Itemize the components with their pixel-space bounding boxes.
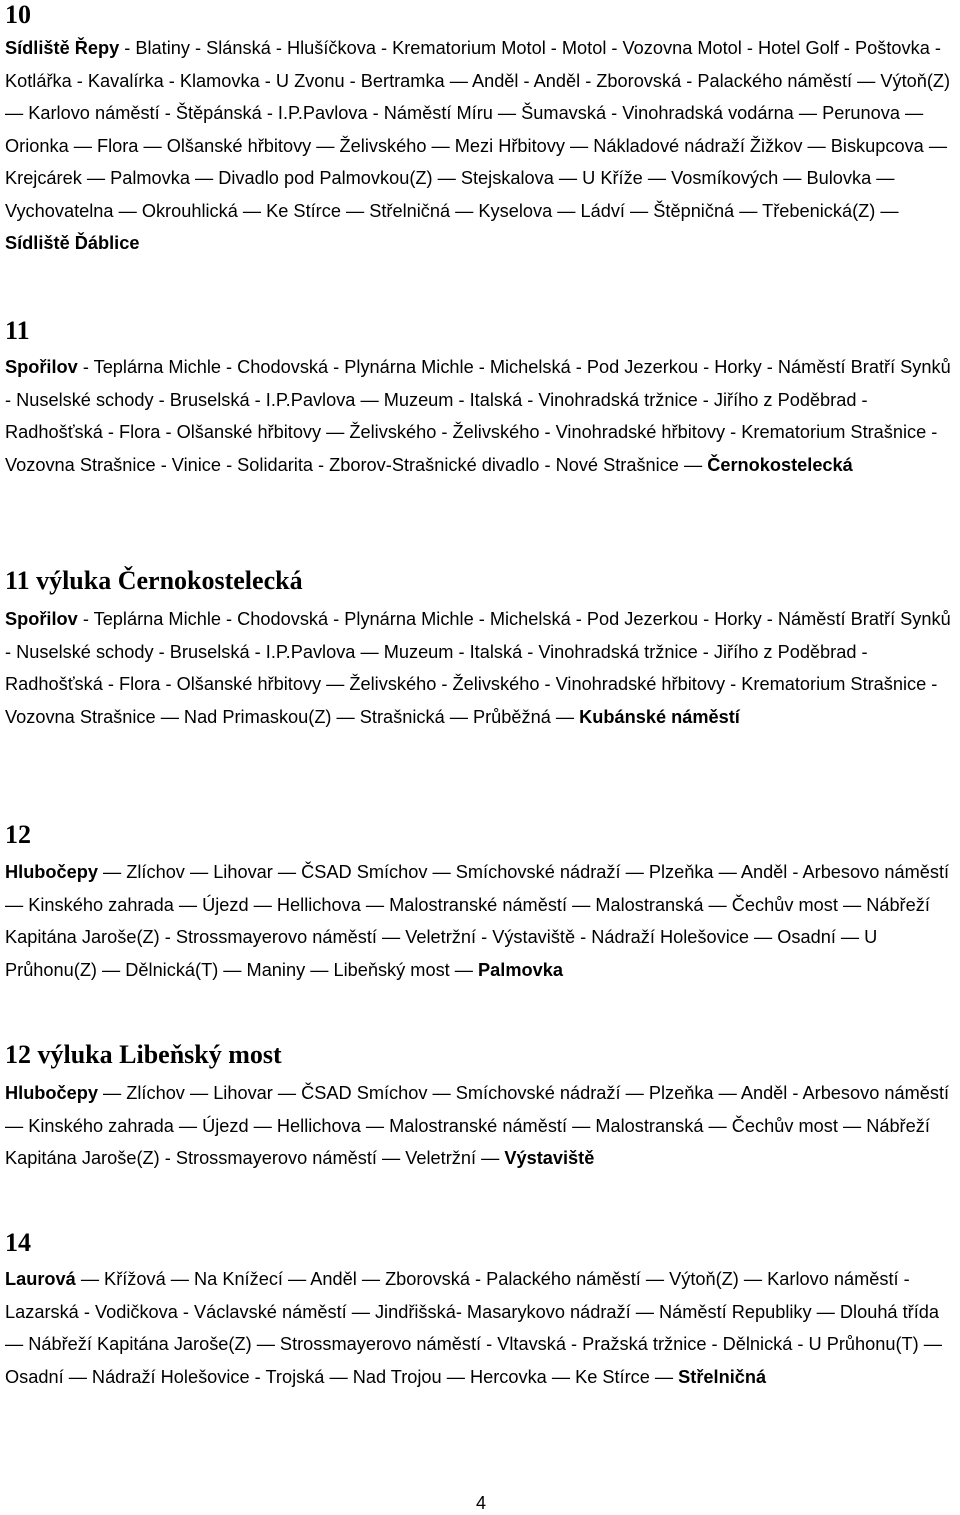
route-11-detour-heading: 11 výluka Černokostelecká xyxy=(5,566,303,595)
route-11-detour-start-stop: Spořilov xyxy=(5,609,78,629)
route-14-stops xyxy=(5,1263,957,1393)
route-12-detour-stops xyxy=(5,1077,957,1175)
route-11-detour-intermediate-stops: - Teplárna Michle - Chodovská - Plynárna Michle - Michelská - Pod Jezerkou - Horky - Náměstí Bratří Synků - Nuselské schody - Bruselská - I.P.Pavlova — Muzeum - Italská - Vinohradská tržnice - Jiřího z Poděbrad - Radhošťská - Flora - Olšanské hřbitovy — Želivského - Želivského - Vinohradské hřbitovy - Krematorium Strašnice - Vozovna Strašnice — Nad Primaskou(Z) — Strašnická — Průběžná — xyxy=(5,609,951,727)
route-12-start-stop: Hlubočepy xyxy=(5,862,98,882)
route-12-detour-intermediate-stops: — Zlíchov — Lihovar — ČSAD Smíchov — Smíchovské nádraží — Plzeňka — Anděl - Arbesovo náměstí — Kinského zahrada — Újezd — Hellichova — Malostranské náměstí — Malostranská — Čechův most — Nábřeží Kapitána Jaroše(Z) - Strossmayerovo náměstí — Veletržní — xyxy=(5,1083,950,1168)
route-11-start-stop: Spořilov xyxy=(5,357,78,377)
route-10-heading: 10 xyxy=(5,0,31,29)
page-number: 4 xyxy=(476,1493,487,1513)
route-10-end-stop: Sídliště Ďáblice xyxy=(5,233,140,253)
route-12-end-stop: Palmovka xyxy=(478,959,563,980)
route-14-start-stop: Laurová xyxy=(5,1269,76,1289)
route-11-stops xyxy=(5,351,957,481)
route-12-intermediate-stops: — Zlíchov — Lihovar — ČSAD Smíchov — Smíchovské nádraží — Plzeňka — Anděl - Arbesovo náměstí — Kinského zahrada — Újezd — Hellichova — Malostranské náměstí — Malostranská — Čechův most — Nábřeží Kapitána Jaroše(Z) - Strossmayerovo náměstí — Veletržní - Výstaviště - Nádraží Holešovice — Osadní — U Průhonu(Z) — Dělnická(T) — Maniny — Libeňský most — xyxy=(5,862,950,980)
route-14-intermediate-stops: — Křížová — Na Knížecí — Anděl — Zborovská - Palackého náměstí — Výtoň(Z) — Karlovo náměstí - Lazarská - Vodičkova - Václavské náměstí — Jindřišská- Masarykovo nádraží — Náměstí Republiky — Dlouhá třída — Nábřeží Kapitána Jaroše(Z) — Strossmayerovo náměstí - Vltavská - Pražská tržnice - Dělnická - U Průhonu(T) — Osadní — Nádraží Holešovice - Trojská — Nad Trojou — Hercovka — Ke Stírce — xyxy=(5,1269,942,1387)
route-11-end-stop: Černokostelecká xyxy=(707,454,853,475)
route-12-stops xyxy=(5,856,957,986)
route-10-stops xyxy=(5,32,957,260)
route-12-detour-end-stop: Výstaviště xyxy=(504,1148,595,1168)
route-11-heading: 11 xyxy=(5,316,30,345)
route-11-detour-stops xyxy=(5,603,957,733)
route-10-intermediate-stops: - Blatiny - Slánská - Hlušíčkova - Krematorium Motol - Motol - Vozovna Motol - Hotel Golf - Poštovka - Kotlářka - Kavalírka - Klamovka - U Zvonu - Bertramka — Anděl - Anděl - Zborovská - Palackého náměstí — Výtoň(Z) — Karlovo náměstí - Štěpánská - I.P.Pavlova - Náměstí Míru — Šumavská - Vinohradská vodárna — Perunova — Orionka — Flora — Olšanské hřbitovy — Želivského — Mezi Hřbitovy — Nákladové nádraží Žižkov — Biskupcova — Krejcárek — Palmovka — Divadlo pod Palmovkou(Z) — Stejskalova — U Kříže — Vosmíkových — Bulovka — Vychovatelna — Okrouhlická — Ke Stírce — Střelničná — Kyselova — Ládví — Štěpničná — Třebenická(Z) — xyxy=(5,38,951,221)
route-14-heading: 14 xyxy=(5,1228,31,1257)
route-11-detour-end-stop: Kubánské náměstí xyxy=(579,706,740,727)
route-12-heading: 12 xyxy=(5,820,31,849)
route-12-detour-start-stop: Hlubočepy xyxy=(5,1083,98,1103)
route-14-end-stop: Střelničná xyxy=(678,1366,767,1387)
route-12-detour-heading: 12 výluka Libeňský most xyxy=(5,1040,282,1069)
route-10-start-stop: Sídliště Řepy xyxy=(5,38,120,58)
route-11-intermediate-stops: - Teplárna Michle - Chodovská - Plynárna Michle - Michelská - Pod Jezerkou - Horky - Náměstí Bratří Synků - Nuselské schody - Bruselská - I.P.Pavlova — Muzeum - Italská - Vinohradská tržnice - Jiřího z Poděbrad - Radhošťská - Flora - Olšanské hřbitovy — Želivského - Želivského - Vinohradské hřbitovy - Krematorium Strašnice - Vozovna Strašnice - Vinice - Solidarita - Zborov-Strašnické divadlo - Nové Strašnice — xyxy=(5,357,951,475)
